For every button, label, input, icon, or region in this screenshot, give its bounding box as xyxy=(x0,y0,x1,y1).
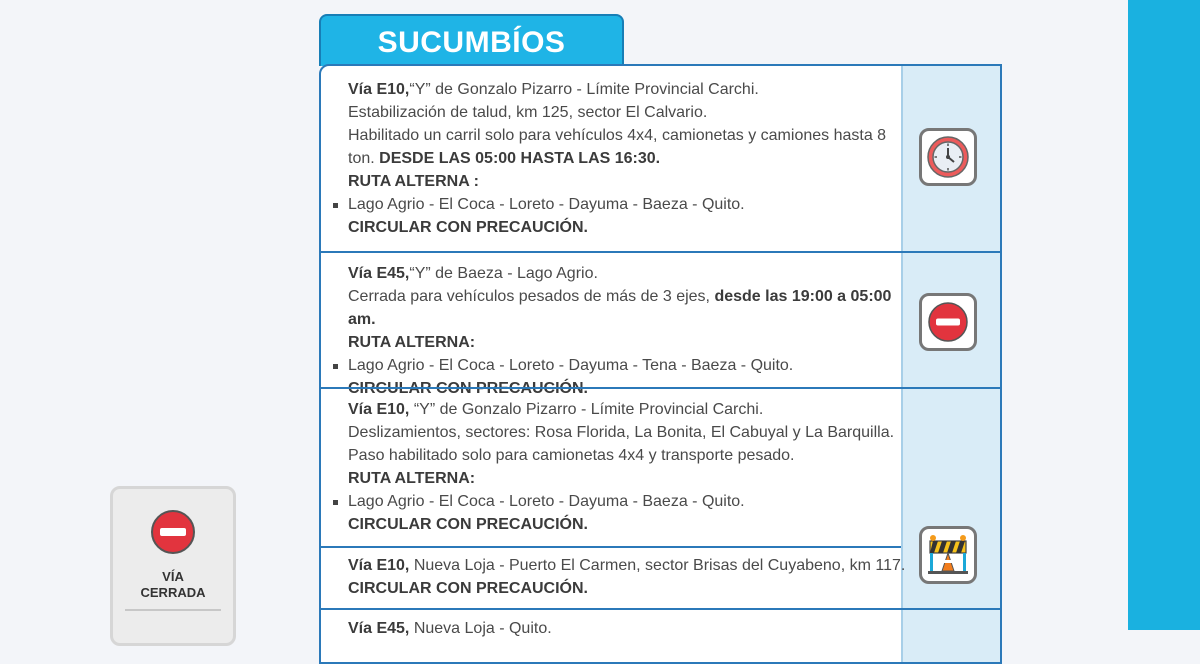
road-entry-1 xyxy=(348,78,903,239)
road-name: Vía E45, xyxy=(348,265,410,282)
schedule-text: desde las 19:00 a 05:00 am. xyxy=(348,288,892,328)
road-name: Vía E45, xyxy=(348,620,410,637)
status-icon-badge xyxy=(919,526,977,584)
row-divider xyxy=(321,251,1002,253)
status-icon-badge xyxy=(919,293,977,351)
status-icon-badge xyxy=(919,128,977,186)
caution-text: CIRCULAR CON PRECAUCIÓN. xyxy=(348,516,588,533)
right-side-bar xyxy=(1128,0,1200,630)
road-detail: Paso habilitado solo para camionetas 4x4 y transporte pesado. xyxy=(348,447,795,464)
road-detail: Habilitado un carril solo para vehículos 4x4, camionetas y camiones hasta 8 xyxy=(348,127,887,144)
road-name: Vía E10, xyxy=(348,557,410,574)
legend-label-line1: VÍA xyxy=(162,569,184,584)
road-entry-4 xyxy=(348,554,908,600)
road-route: “Y” de Baeza - Lago Agrio. xyxy=(409,265,598,282)
province-title: SUCUMBÍOS xyxy=(377,26,566,59)
road-detail: ton. xyxy=(348,150,380,167)
road-route: Nueva Loja - Quito. xyxy=(409,620,552,637)
road-status-table xyxy=(319,64,1002,664)
alternate-route: Lago Agrio - El Coca - Loreto - Dayuma - Tena - Baeza - Quito. xyxy=(348,354,908,377)
row-divider xyxy=(321,608,1002,610)
province-header xyxy=(319,14,624,66)
alternate-route: Lago Agrio - El Coca - Loreto - Dayuma - Baeza - Quito. xyxy=(348,490,903,513)
caution-text: CIRCULAR CON PRECAUCIÓN. xyxy=(348,219,588,236)
no-entry-icon xyxy=(150,509,196,555)
road-detail: Cerrada para vehículos pesados de más de 3 ejes, xyxy=(348,288,715,305)
road-entry-3 xyxy=(348,398,903,536)
road-name: Vía E10, xyxy=(348,81,410,98)
road-entry-5 xyxy=(348,617,903,640)
legend-divider xyxy=(125,609,221,611)
clock-icon xyxy=(926,135,970,179)
row-divider xyxy=(321,387,1002,389)
schedule-text: DESDE LAS 05:00 HASTA LAS 16:30. xyxy=(379,150,661,167)
alternate-route-label: RUTA ALTERNA: xyxy=(348,334,476,351)
caution-text: CIRCULAR CON PRECAUCIÓN. xyxy=(348,580,588,597)
road-name: Vía E10, xyxy=(348,401,410,418)
legend-card xyxy=(110,486,236,646)
alternate-route: Lago Agrio - El Coca - Loreto - Dayuma - Baeza - Quito. xyxy=(348,193,903,216)
road-entry-2 xyxy=(348,262,908,400)
road-detail: Estabilización de talud, km 125, sector El Calvario. xyxy=(348,104,708,121)
road-detail: Deslizamientos, sectores: Rosa Florida, La Bonita, El Cabuyal y La Barquilla. xyxy=(348,424,895,441)
legend-label-line2: CERRADA xyxy=(140,585,206,600)
road-barrier-icon xyxy=(926,533,970,577)
road-route: Nueva Loja - Puerto El Carmen, sector Brisas del Cuyabeno, km 117. xyxy=(409,557,906,574)
legend-label xyxy=(113,569,233,601)
alternate-route-label: RUTA ALTERNA: xyxy=(348,470,476,487)
road-route: “Y” de Gonzalo Pizarro - Límite Provincial Carchi. xyxy=(409,81,759,98)
alternate-route-label: RUTA ALTERNA : xyxy=(348,173,479,190)
no-entry-icon xyxy=(927,301,969,343)
row-divider xyxy=(321,546,901,548)
road-route: “Y” de Gonzalo Pizarro - Límite Provincial Carchi. xyxy=(409,401,764,418)
